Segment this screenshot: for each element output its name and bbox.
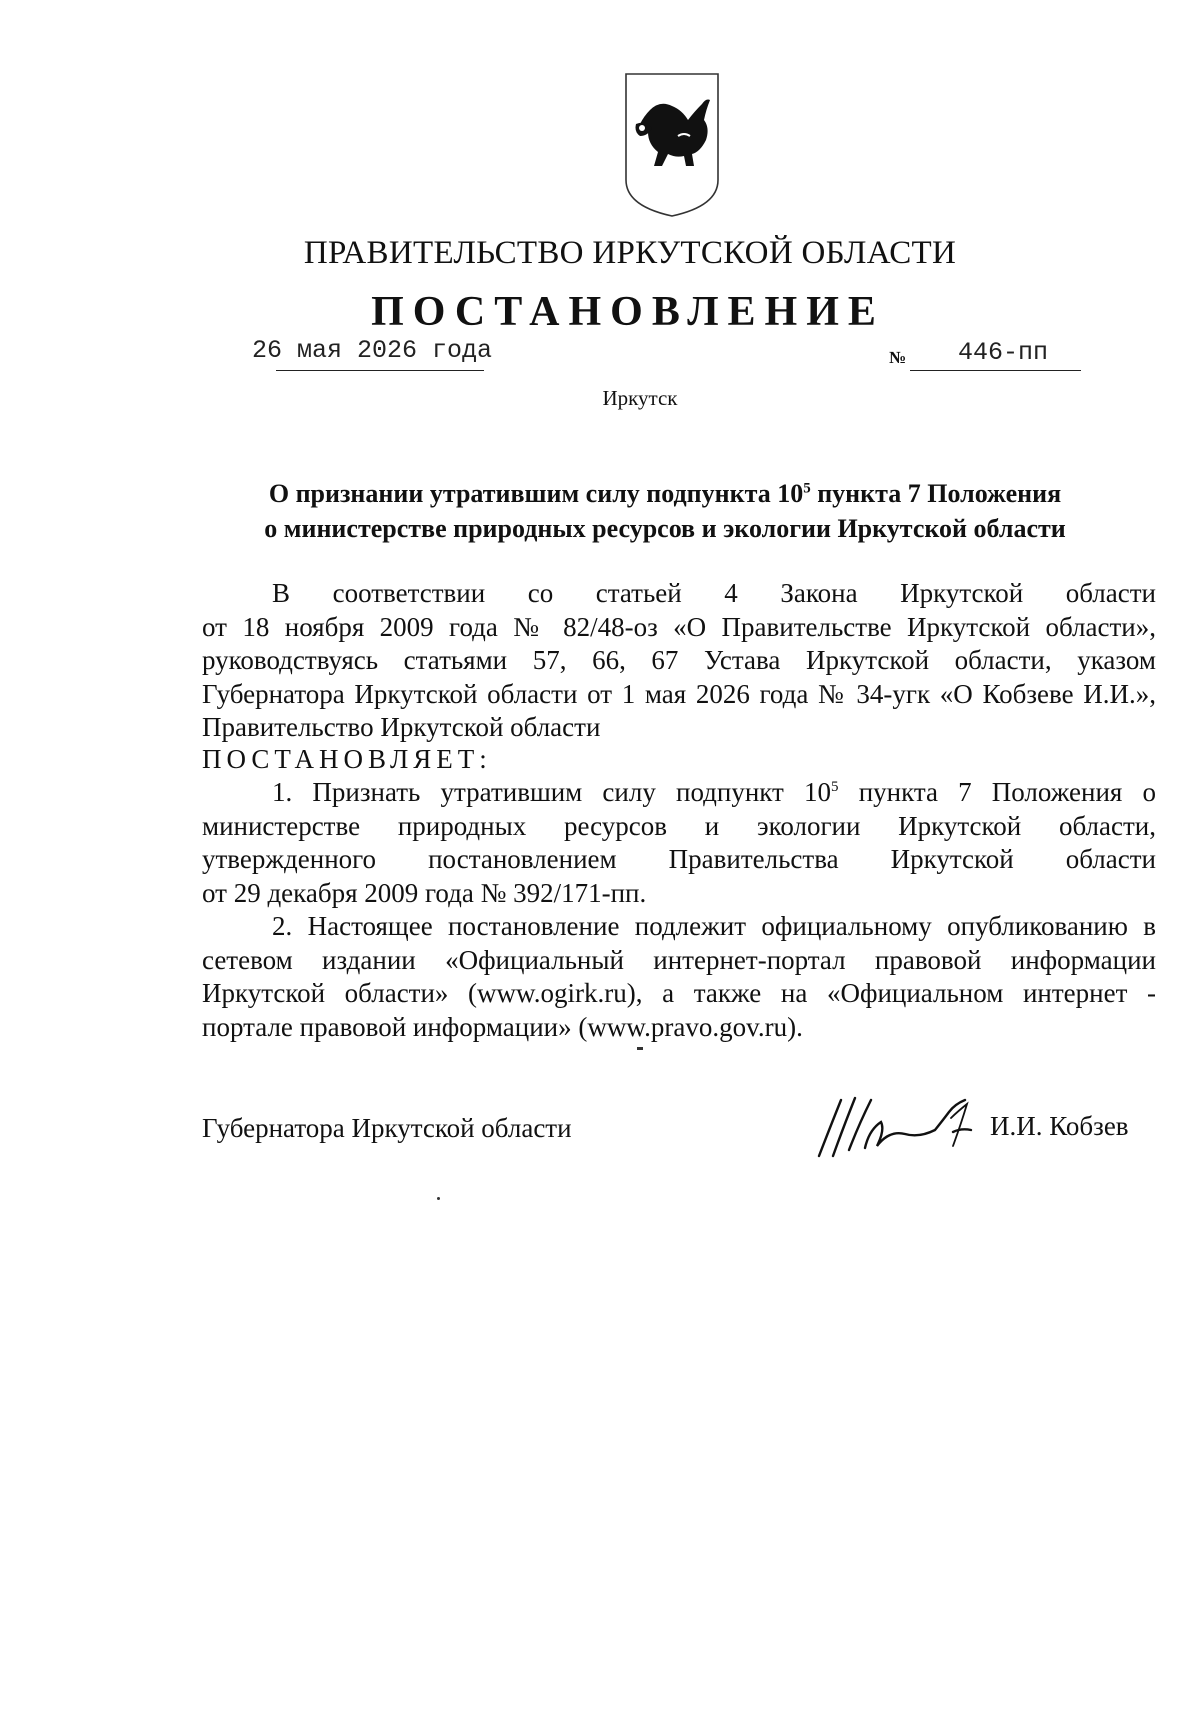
item-1-line: утвержденного постановлением Правительства Иркутской области — [202, 844, 1156, 874]
coat-of-arms-icon — [622, 70, 722, 218]
item-1-line: 1. Признать утратившим силу подпункт $10^5$ пункта 7 Положения о — [272, 777, 1156, 807]
preamble-line: от 18 ноября 2009 года № 82/48-оз «О Правительстве Иркутской области», — [202, 611, 1156, 642]
item-2-paragraph — [202, 910, 1156, 1044]
handwritten-signature — [815, 1090, 990, 1162]
government-name: ПРАВИТЕЛЬСТВО ИРКУТСКОЙ ОБЛАСТИ — [303, 235, 957, 271]
document-type: ПОСТАНОВЛЕНИЕ — [371, 289, 885, 335]
city: Иркутск — [602, 386, 678, 410]
number-underline — [910, 370, 1081, 371]
item-2-line: Иркутской области» (www.ogirk.ru), а также на «Официальном интернет - — [202, 978, 1156, 1008]
decree-number: 446-пп — [958, 338, 1049, 367]
resolves-heading: ПОСТАНОВЛЯЕТ: — [202, 744, 492, 774]
preamble-paragraph — [202, 577, 1156, 745]
preamble-line: В соответствии со статьей 4 Закона Иркутской области — [272, 578, 1156, 608]
preamble-line: Губернатора Иркутской области от 1 мая 2026 года № 34-угк «О Кобзеве И.И.», — [202, 678, 1156, 709]
item-2-line: портале правовой информации» (www.pravo.gov.ru). — [202, 1011, 803, 1042]
number-sign: № — [889, 348, 907, 367]
item-2-line: 2. Настоящее постановление подлежит официальному опубликованию в — [272, 911, 1156, 941]
decree-date: 26 мая 2026 года — [252, 336, 493, 365]
item-1-line: от 29 декабря 2009 года № 392/171-пп. — [202, 877, 647, 908]
signatory-name: И.И. Кобзев — [990, 1111, 1129, 1141]
signatory-position: Губернатора Иркутской области — [202, 1113, 572, 1143]
item-2-line: сетевом издании «Официальный интернет-портал правовой информации — [202, 944, 1156, 975]
date-underline — [276, 370, 484, 371]
scan-mark — [437, 1197, 440, 1200]
title-line-1: О признании утратившим силу подпункта $10^5$ пункта 7 Положения — [268, 479, 1062, 508]
preamble-line: руководствуясь статьями 57, 66, 67 Устава Иркутской области, указом — [202, 645, 1156, 675]
item-1-paragraph — [202, 776, 1156, 910]
title-line-2: о министерстве природных ресурсов и экологии Иркутской области — [264, 514, 1066, 543]
document-title — [200, 476, 1130, 546]
item-1-line: министерстве природных ресурсов и экологии Иркутской области, — [202, 810, 1156, 841]
scan-mark — [637, 1047, 643, 1050]
preamble-line: Правительство Иркутской области — [202, 712, 601, 742]
